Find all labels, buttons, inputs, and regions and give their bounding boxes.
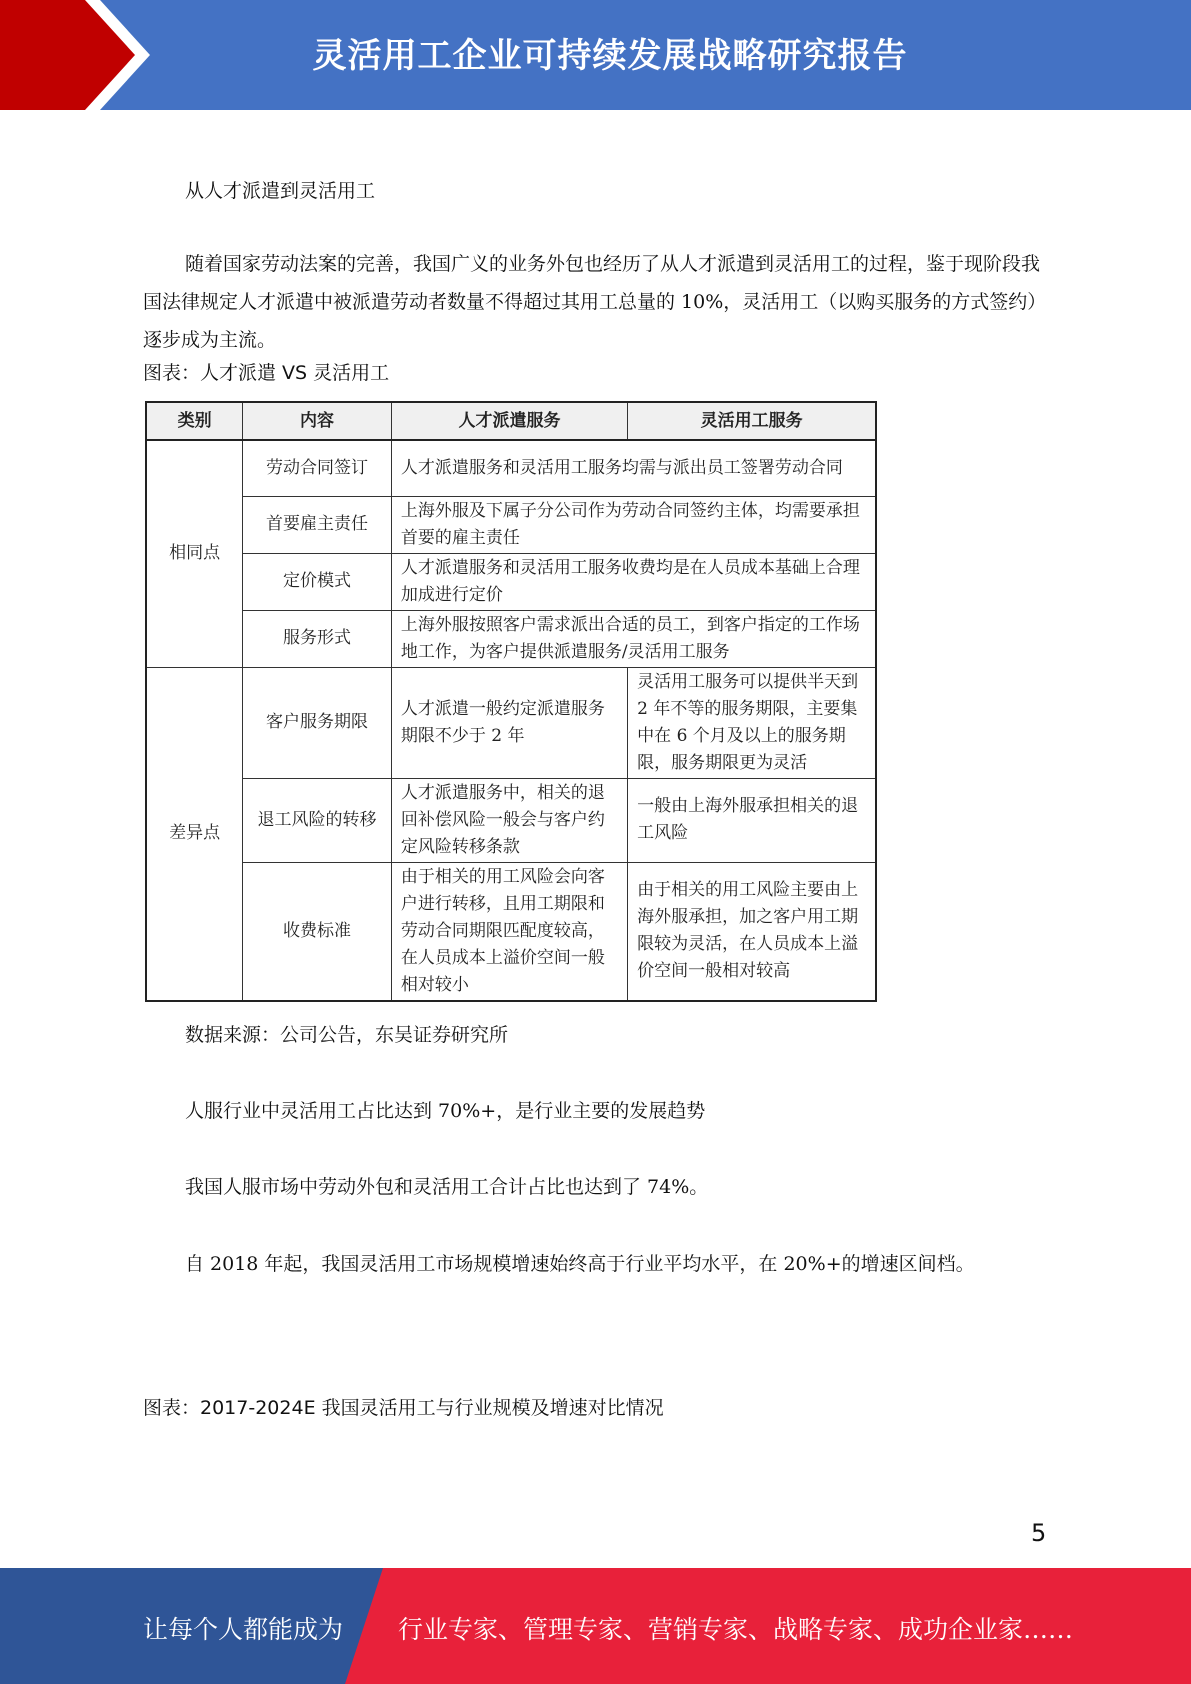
footer-slogan-right: 行业专家、管理专家、营销专家、战略专家、成功企业家……: [398, 1615, 1074, 1644]
chart-caption: 图表：2017-2024E 我国灵活用工与行业规模及增速对比情况: [143, 1397, 664, 1419]
row-text: 人才派遣服务和灵活用工服务收费均是在人员成本基础上合理加成进行定价: [391, 553, 876, 610]
row-text: 人才派遣服务和灵活用工服务均需与派出员工签署劳动合同: [391, 440, 876, 496]
table-header-row: [146, 402, 876, 440]
data-source: 数据来源：公司公告，东吴证券研究所: [185, 1024, 509, 1046]
dispatch-cell: 人才派遣服务中，相关的退回补偿风险一般会与客户约定风险转移条款: [391, 778, 627, 862]
comparison-table: [145, 401, 877, 1002]
row-item: 客户服务期限: [243, 667, 392, 778]
header-category: 类别: [146, 402, 243, 440]
table-caption: 图表：人才派遣 VS 灵活用工: [143, 362, 390, 384]
row-text: 上海外服按照客户需求派出合适的员工，到客户指定的工作场地工作，为客户提供派遣服务/灵活用工服务: [391, 610, 876, 667]
report-title: 灵活用工企业可持续发展战略研究报告: [312, 36, 908, 76]
row-item: 退工风险的转移: [243, 778, 392, 862]
flex-cell: 一般由上海外服承担相关的退工风险: [628, 778, 876, 862]
paragraph-growth: 自 2018 年起，我国灵活用工市场规模增速始终高于行业平均水平，在 20%+的增速区间档。: [185, 1253, 975, 1275]
category-same: 相同点: [146, 440, 243, 667]
row-item: 定价模式: [243, 553, 392, 610]
row-item: 收费标准: [243, 862, 392, 1001]
row-item: 劳动合同签订: [243, 440, 392, 496]
page-number: 5: [1031, 1519, 1047, 1547]
page-footer: [0, 1568, 1191, 1684]
header-content: 内容: [243, 402, 392, 440]
dispatch-cell: 由于相关的用工风险会向客户进行转移，且用工期限和劳动合同期限匹配度较高，在人员成本上溢价空间一般相对较小: [391, 862, 627, 1001]
table-row: [146, 667, 876, 778]
intro-paragraph: 随着国家劳动法案的完善，我国广义的业务外包也经历了从人才派遣到灵活用工的过程，鉴于现阶段我国法律规定人才派遣中被派遣劳动者数量不得超过其用工总量的 10%，灵活用工（以购买服务的方式签约）逐步成为主流。: [143, 253, 1047, 351]
dispatch-cell: 人才派遣一般约定派遣服务期限不少于 2 年: [391, 667, 627, 778]
header-dispatch: 人才派遣服务: [391, 402, 627, 440]
row-item: 服务形式: [243, 610, 392, 667]
table-row: [146, 778, 876, 862]
header-flex: 灵活用工服务: [628, 402, 876, 440]
row-item: 首要雇主责任: [243, 496, 392, 553]
section-heading: 从人才派遣到灵活用工: [185, 180, 376, 202]
footer-slogan-left: 让每个人都能成为: [143, 1615, 344, 1644]
flex-cell: 由于相关的用工风险主要由上海外服承担，加之客户用工期限较为灵活，在人员成本上溢价空间一般相对较高: [628, 862, 876, 1001]
category-diff: 差异点: [146, 667, 243, 1001]
table-row: [146, 553, 876, 610]
table-row: [146, 440, 876, 496]
paragraph-market: 我国人服市场中劳动外包和灵活用工合计占比也达到了 74%。: [185, 1176, 709, 1198]
page-header: [0, 0, 1191, 110]
flex-cell: 灵活用工服务可以提供半天到 2 年不等的服务期限，主要集中在 6 个月及以上的服务期限，服务期限更为灵活: [628, 667, 876, 778]
table-row: [146, 496, 876, 553]
row-text: 上海外服及下属子分公司作为劳动合同签约主体，均需要承担首要的雇主责任: [391, 496, 876, 553]
table-row: [146, 862, 876, 1001]
paragraph-share: 人服行业中灵活用工占比达到 70%+，是行业主要的发展趋势: [185, 1100, 706, 1122]
table-row: [146, 610, 876, 667]
